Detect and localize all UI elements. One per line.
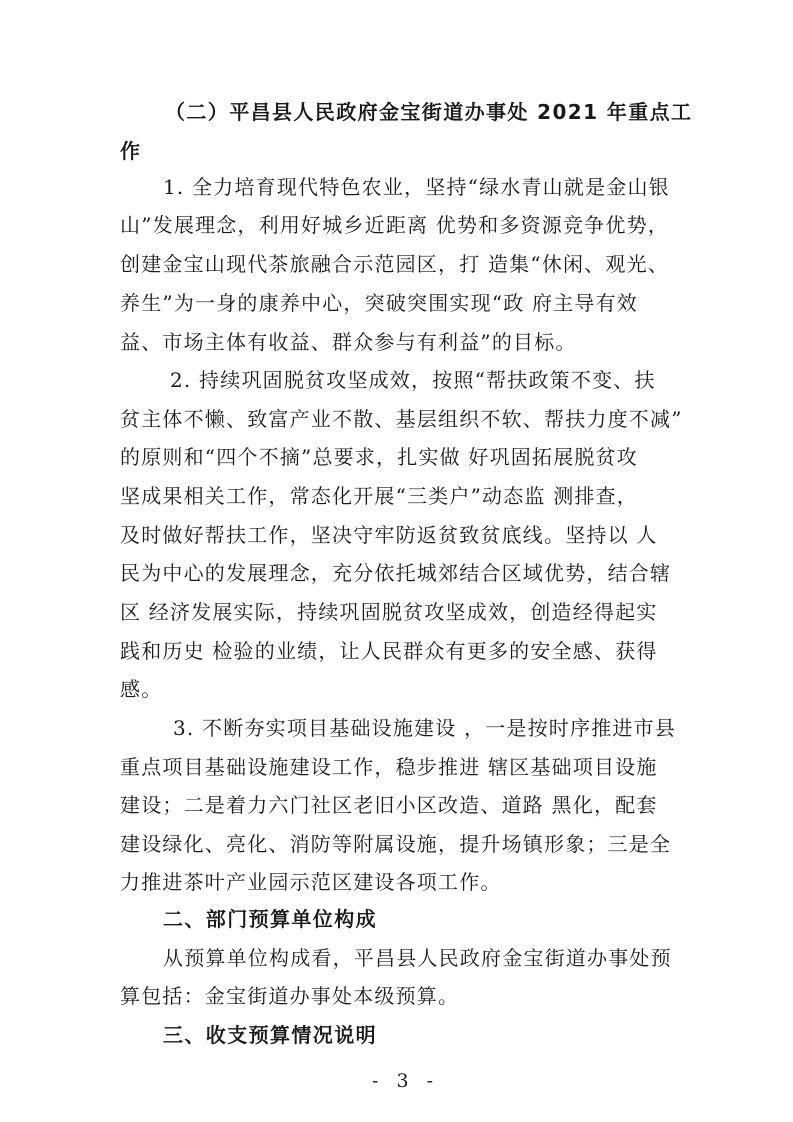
item1-line-1: 1. 全力培育现代特色农业，坚持“绿水青山就是金山银 (163, 175, 670, 199)
item3-line-2: 重点项目基础设施建设工作，稳步推进 辖区基础项目设施 (120, 755, 658, 779)
item2-line-5: 及时做好帮扶工作，坚决守牢防返贫致贫底线。坚持以 人 (120, 523, 658, 547)
item3-line-3: 建设；二是着力六门社区老旧小区改造、道路 黑化，配套 (120, 793, 658, 817)
section-heading-line-2: 作 (120, 139, 142, 163)
item2-line-2: 贫主体不懒、致富产业不散、基层组织不软、帮扶力度不减” (120, 407, 683, 431)
item2-line-3: 的原则和“四个不摘”总要求，扎实做 好巩固拓展脱贫攻 (120, 445, 639, 469)
heading-budget-units: 二、部门预算单位构成 (163, 907, 377, 931)
item3-line-5: 力推进茶叶产业园示范区建设各项工作。 (120, 870, 502, 894)
item1-line-4: 养生”为一身的康养中心，突破突围实现“政 府主导有效 (120, 291, 639, 315)
item2-line-8: 践和历史 检验的业绩，让人民群众有更多的安全感、获得 (120, 639, 658, 663)
item1-line-2: 山”发展理念，利用好城乡近距离 优势和多资源竞争优势， (120, 213, 669, 237)
item3-line-1: 3. 不断夯实项目基础设施建设 ，一是按时序推进市县 (173, 716, 676, 740)
item1-line-3: 创建金宝山现代茶旅融合示范园区，打 造集“休闲、观光、 (120, 252, 669, 276)
item2-line-6: 民为中心的发展理念，充分依托城郊结合区域优势，结合辖 (120, 561, 672, 585)
heading-budget-explanation: 三、收支预算情况说明 (163, 1023, 377, 1047)
para2-line-1: 从预算单位构成看，平昌县人民政府金宝街道办事处预 (163, 946, 672, 970)
para2-line-2: 算包括：金宝街道办事处本级预算。 (120, 984, 460, 1008)
item1-line-5: 益、市场主体有收益、群众参与有利益”的目标。 (120, 330, 577, 354)
item2-line-1: 2. 持续巩固脱贫攻坚成效，按照“帮扶政策不变、扶 (170, 368, 656, 392)
item2-line-4: 坚成果相关工作，常态化开展“三类户”动态监 测排查， (120, 484, 639, 508)
item2-line-7: 区 经济发展实际，持续巩固脱贫攻坚成效，创造经得起实 (120, 600, 658, 624)
page-number: - 3 - (372, 1070, 440, 1092)
item3-line-4: 建设绿化、亮化、消防等附属设施，提升场镇形象；三是全 (120, 832, 672, 856)
section-heading-line-1: （二）平昌县人民政府金宝街道办事处 2021 年重点工 (165, 100, 693, 124)
item2-line-9: 感。 (120, 677, 163, 701)
